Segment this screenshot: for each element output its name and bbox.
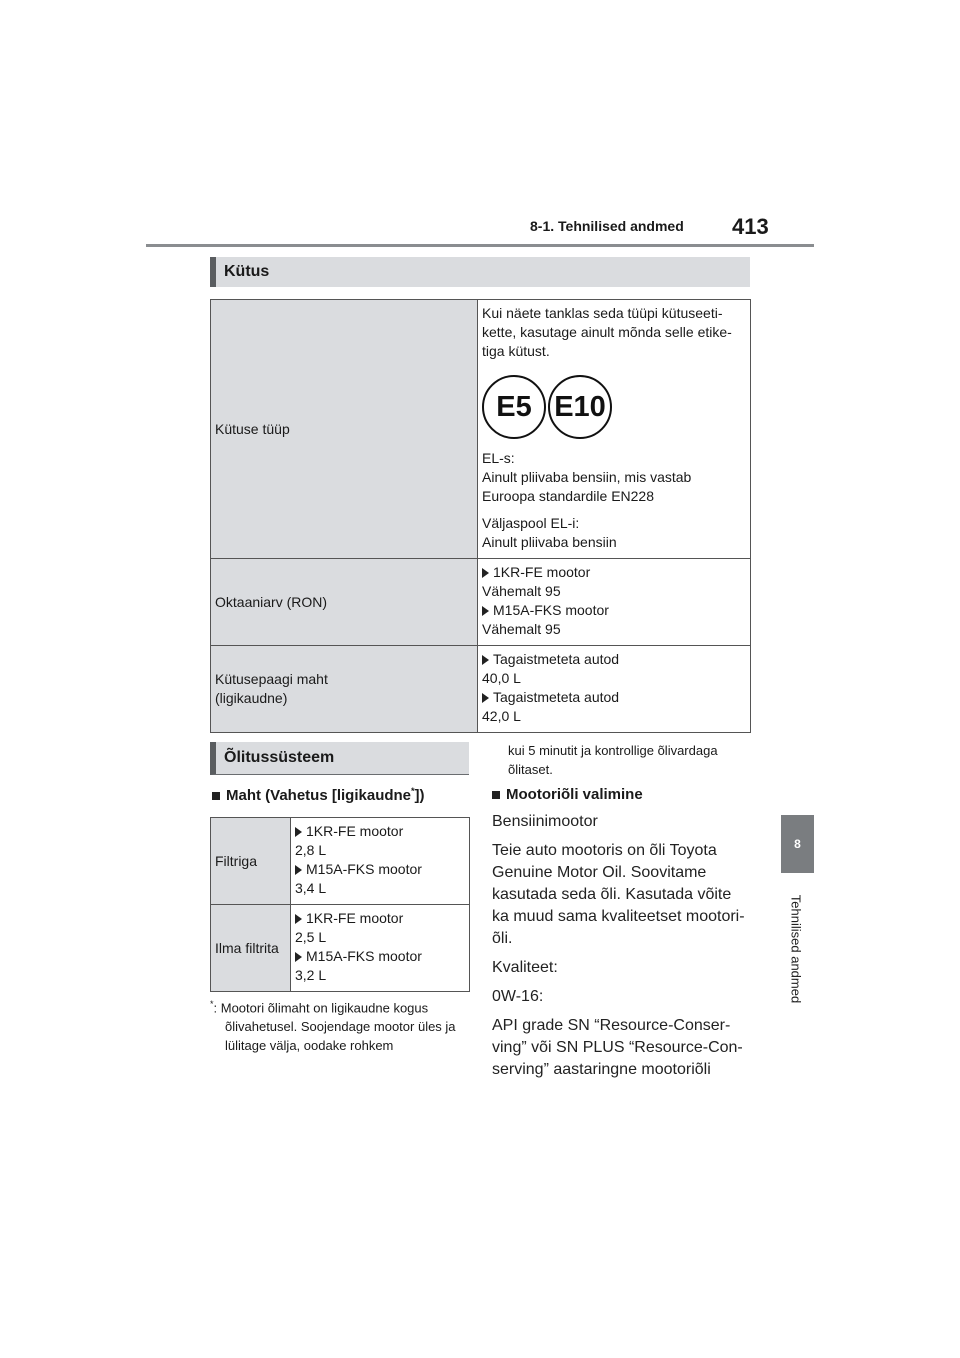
square-bullet-icon [212, 792, 220, 800]
tank-capacity-label-line1: Kütusepaagi maht [215, 671, 328, 687]
octane-value-text: Vähemalt 95 [482, 621, 561, 637]
chapter-label-text: Tehnilised andmed [788, 894, 804, 1004]
tank-capacity-value [478, 646, 751, 733]
vehicle-type: Tagaistmeteta autod [493, 651, 620, 667]
list-item [295, 909, 465, 928]
list-item [295, 947, 465, 966]
api-grade-text: API grade SN “Resource-Conser-ving” või SN PLUS “Resource-Con-serving” aastaringne mootoriõli [492, 1017, 743, 1078]
without-filter-row [211, 905, 470, 992]
chapter-tab[interactable]: 8 [781, 815, 814, 873]
tank-capacity-label [211, 646, 478, 733]
e5-fuel-sign: E5 [482, 375, 546, 439]
oil-choice-body [492, 811, 752, 1081]
tank-capacity-row [211, 646, 751, 733]
page-number: 413 [732, 214, 769, 239]
triangle-right-icon [295, 914, 302, 924]
triangle-right-icon [482, 655, 489, 665]
without-filter-value [291, 905, 470, 992]
engine-name: M15A-FKS mootor [493, 602, 609, 618]
oil-choice-heading-text: Mootoriõli valimine [506, 786, 643, 803]
fuel-signs [482, 375, 746, 439]
with-filter-label: Filtriga [211, 818, 291, 905]
tank-capacity-label-line2: (ligikaudne) [215, 690, 288, 706]
oil-section-title: Õlitussüsteem [224, 749, 335, 766]
octane-value [478, 559, 751, 646]
capacity-value: 2,5 L [295, 929, 327, 945]
e10-fuel-sign: E10 [548, 375, 612, 439]
engine-name: 1KR-FE mootor [306, 910, 404, 926]
octane-row [211, 559, 751, 646]
engine-name: 1KR-FE mootor [306, 823, 404, 839]
triangle-right-icon [482, 606, 489, 616]
tank-value-text: 40,0 L [482, 670, 521, 686]
footnote-marker: * [210, 999, 214, 1009]
with-filter-value [291, 818, 470, 905]
fuel-table [210, 299, 751, 733]
section-title: 8-1. Tehnilised andmed [530, 218, 684, 234]
capacity-value: 2,8 L [295, 842, 327, 858]
fuel-section-header [210, 257, 750, 287]
oil-section-header [210, 742, 469, 775]
list-item [482, 601, 746, 620]
oil-choice-heading [492, 786, 752, 803]
chapter-label [786, 884, 806, 1014]
oil-footnote-text: : Mootori õlimaht on ligikaudne kogus õlivahetusel. Soojendage mootor üles ja lülitage välja, oodake rohkem [213, 1000, 456, 1054]
eu-fuel-text: Ainult pliivaba bensiin, mis vastab Euroopa standardile EN228 [482, 469, 692, 504]
triangle-right-icon [482, 568, 489, 578]
fuel-type-intro: Kui näete tanklas seda tüüpi kütuseeti-kette, kasutage ainult mõnda selle etike-tiga kütust. [482, 305, 732, 359]
list-item [482, 688, 746, 707]
viscosity-label: 0W-16: [492, 988, 544, 1005]
triangle-right-icon [295, 952, 302, 962]
octane-label: Oktaaniarv (RON) [211, 559, 478, 646]
fuel-type-row [211, 300, 751, 559]
list-item [295, 860, 465, 879]
non-eu-fuel-text: Ainult pliivaba bensiin [482, 534, 617, 550]
list-item [295, 822, 465, 841]
triangle-right-icon [295, 827, 302, 837]
list-item [482, 563, 746, 582]
octane-value-text: Vähemalt 95 [482, 583, 561, 599]
oil-footnote-continued: kui 5 minutit ja kontrollige õlivardaga õlitaset. [508, 743, 718, 777]
eu-fuel-title: EL-s: [482, 450, 515, 466]
capacity-value: 3,2 L [295, 967, 327, 983]
engine-type-text: Bensiinimootor [492, 813, 598, 830]
quality-label: Kvaliteet: [492, 959, 558, 976]
engine-name: M15A-FKS mootor [306, 948, 422, 964]
oil-recommendation-text: Teie auto mootoris on õli Toyota Genuine Motor Oil. Soovitame kasutada seda õli. Kasutada võite ka muud sama kvaliteetset mootori-õli. [492, 842, 745, 947]
engine-name: 1KR-FE mootor [493, 564, 591, 580]
without-filter-label: Ilma filtrita [211, 905, 291, 992]
with-filter-row [211, 818, 470, 905]
tank-value-text: 42,0 L [482, 708, 521, 724]
fuel-type-value [478, 300, 751, 559]
triangle-right-icon [482, 693, 489, 703]
fuel-type-label: Kütuse tüüp [211, 300, 478, 559]
fuel-section-title: Kütus [224, 263, 270, 280]
footnote-marker: * [411, 786, 415, 796]
non-eu-fuel-title: Väljaspool EL-i: [482, 515, 580, 531]
oil-footnote [210, 995, 465, 1055]
oil-capacity-heading [212, 786, 472, 804]
oil-capacity-heading-end: ]) [414, 787, 425, 804]
header-rule [146, 244, 814, 247]
engine-name: M15A-FKS mootor [306, 861, 422, 877]
oil-capacity-table [210, 817, 470, 992]
list-item [482, 650, 746, 669]
vehicle-type: Tagaistmeteta autod [493, 689, 620, 705]
capacity-value: 3,4 L [295, 880, 327, 896]
triangle-right-icon [295, 865, 302, 875]
square-bullet-icon [492, 791, 500, 799]
oil-capacity-heading-text: Maht (Vahetus [ligikaudne [226, 787, 412, 804]
